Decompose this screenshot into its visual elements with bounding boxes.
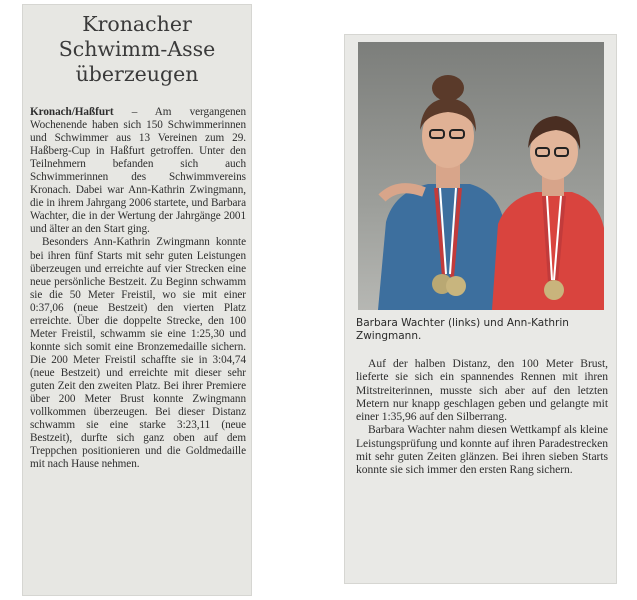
photo-illustration [358, 42, 604, 310]
article-body-continued [356, 357, 608, 477]
article-paragraph: Besonders Ann-Kathrin Zwingmann konnte bei ihren fünf Starts mit sehr guten Leistungen überzeugen und erreichte auf vier Strecken eine neue persönliche Bestzeit. Zu Beginn schwamm sie die 50 Meter Freistil, wo sie mit einer 0:37,06 (neue Bestzeit) den vierten Platz erreichte. Über die doppelte Strecke, den 100 Meter Freistil, schwamm sie eine 1:25,30 und konnte sich somit eine Bronzemedaille sichern. Die 200 Meter Freistil schaffte sie in 3:04,74 (neue Bestzeit) und erreichte mit dieser sehr guten Zeit den zweiten Platz. Bei ihrer Premiere über 200 Meter Brust konnte Zwingmann vollkommen überzeugen. Bei dieser Distanz schwamm sie eine starke 3:23,11 (neue Bestzeit), durfte sich ganz oben auf dem Treppchen positionieren und die Goldmedaille mit nach Hause nehmen. [30, 236, 246, 471]
headline-line: Kronacher [82, 12, 192, 36]
photo-caption: Barbara Wachter (links) und Ann-Kathrin Zwingmann. [356, 317, 569, 342]
article-body [30, 106, 246, 471]
article-headline [22, 12, 252, 87]
article-photo [358, 42, 604, 310]
article-clipping-left [22, 4, 252, 596]
article-paragraph [30, 106, 246, 236]
headline-line: Schwimm-Asse [58, 37, 216, 61]
paragraph-text: – Am vergangenen Wochenende haben sich 150 Schwimmerinnen und Schwimmer aus 13 Vereinen zum 29. Haßberg-Cup in Haßfurt getroffen. Unter den Teilnehmern befanden sich auch Schwimmerinnen des Schwimmvereins Kronach. Dabei war Ann-Kathrin Zwingmann, die in ihrem Jahrgang 2006 startete, und Barbara Wachter, die in der Wertung der Jahrgänge 2001 und älter an den Start ging. [30, 106, 246, 236]
article-clipping-right [344, 34, 617, 584]
headline-line: überzeugen [75, 62, 199, 86]
article-paragraph: Auf der halben Distanz, den 100 Meter Brust, lieferte sie sich ein spannendes Rennen mit ihren Mitstreiterinnen, musste sich aber auf den letzten Metern nur knapp geschlagen geben und gelangte mit einer 1:35,96 auf den Silberrang. [356, 357, 608, 424]
article-paragraph: Barbara Wachter nahm diesen Wettkampf als kleine Leistungsprüfung und konnte auf ihren Paradestrecken mit sehr guten Zeiten glänzen. Bei ihren sieben Starts konnte sie sich immer den ersten Rang sichern. [356, 423, 608, 477]
dateline: Kronach/Haßfurt [30, 106, 114, 118]
